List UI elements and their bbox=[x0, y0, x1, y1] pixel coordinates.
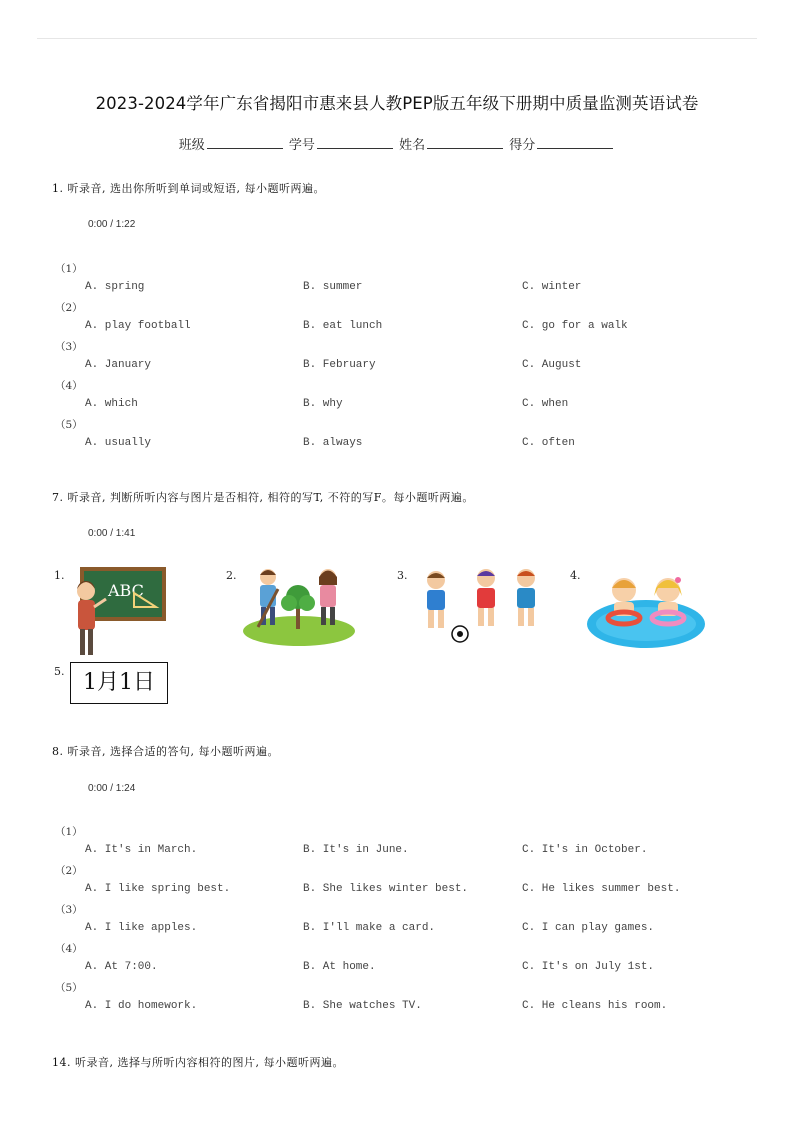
picture-number: 2. bbox=[226, 569, 237, 582]
question-14-heading: 14. 听录音, 选择与所听内容相符的图片, 每小题听两遍。 bbox=[52, 1056, 344, 1069]
teacher-blackboard-image bbox=[66, 563, 170, 659]
option-c[interactable]: C. often bbox=[522, 437, 575, 449]
option-b[interactable]: B. why bbox=[303, 398, 343, 410]
option-c[interactable]: C. It's on July 1st. bbox=[522, 961, 655, 973]
item-number: （2） bbox=[55, 865, 83, 877]
option-b[interactable]: B. She likes winter best. bbox=[303, 883, 469, 895]
option-c[interactable]: C. August bbox=[522, 359, 582, 371]
option-a[interactable]: A. spring bbox=[85, 281, 145, 293]
option-a[interactable]: A. January bbox=[85, 359, 152, 371]
item-number: （5） bbox=[55, 982, 83, 994]
audio-player-q1[interactable]: 0:00 / 1:22 bbox=[88, 219, 136, 230]
option-a[interactable]: A. It's in March. bbox=[85, 844, 198, 856]
option-c[interactable]: C. He cleans his room. bbox=[522, 1000, 668, 1012]
option-a[interactable]: A. which bbox=[85, 398, 138, 410]
picture-number: 3. bbox=[397, 569, 408, 582]
planting-trees-image bbox=[242, 565, 356, 647]
item-number: （1） bbox=[55, 826, 83, 838]
option-b[interactable]: B. February bbox=[303, 359, 376, 371]
question-8-heading: 8. 听录音, 选择合适的答句, 每小题听两遍。 bbox=[52, 745, 279, 758]
audio-player-q7[interactable]: 0:00 / 1:41 bbox=[88, 528, 136, 539]
item-number: （5） bbox=[55, 419, 83, 431]
option-b[interactable]: B. summer bbox=[303, 281, 363, 293]
question-7-heading: 7. 听录音, 判断所听内容与图片是否相符, 相符的写T, 不符的写F。每小题听两遍。 bbox=[52, 491, 474, 504]
item-number: （3） bbox=[55, 341, 83, 353]
option-b[interactable]: B. eat lunch bbox=[303, 320, 383, 332]
item-number: （4） bbox=[55, 943, 83, 955]
option-c[interactable]: C. It's in October. bbox=[522, 844, 648, 856]
option-c[interactable]: C. when bbox=[522, 398, 569, 410]
item-number: （4） bbox=[55, 380, 83, 392]
header-divider bbox=[37, 38, 757, 39]
item-number: （2） bbox=[55, 302, 83, 314]
option-c[interactable]: C. I can play games. bbox=[522, 922, 655, 934]
option-b[interactable]: B. She watches TV. bbox=[303, 1000, 422, 1012]
score-blank[interactable] bbox=[537, 136, 613, 149]
option-b[interactable]: B. At home. bbox=[303, 961, 376, 973]
option-a[interactable]: A. play football bbox=[85, 320, 191, 332]
board-text: ABC bbox=[108, 581, 144, 600]
id-label: 学号 bbox=[288, 138, 315, 153]
score-label: 得分 bbox=[509, 138, 536, 153]
option-a[interactable]: A. I do homework. bbox=[85, 1000, 198, 1012]
date-card-image: 1月1日 bbox=[70, 662, 168, 704]
class-label: 班级 bbox=[178, 138, 205, 153]
option-c[interactable]: C. go for a walk bbox=[522, 320, 628, 332]
option-a[interactable]: A. At 7:00. bbox=[85, 961, 158, 973]
option-c[interactable]: C. He likes summer best. bbox=[522, 883, 681, 895]
option-b[interactable]: B. always bbox=[303, 437, 363, 449]
boys-playing-football-image bbox=[414, 566, 554, 644]
option-b[interactable]: B. It's in June. bbox=[303, 844, 409, 856]
picture-number: 5. bbox=[54, 665, 65, 678]
class-blank[interactable] bbox=[207, 136, 283, 149]
kids-swimming-image bbox=[586, 566, 706, 650]
option-a[interactable]: A. I like apples. bbox=[85, 922, 198, 934]
question-1-heading: 1. 听录音, 选出你所听到单词或短语, 每小题听两遍。 bbox=[52, 182, 325, 195]
option-a[interactable]: A. usually bbox=[85, 437, 152, 449]
name-blank[interactable] bbox=[427, 136, 503, 149]
name-label: 姓名 bbox=[399, 138, 426, 153]
option-a[interactable]: A. I like spring best. bbox=[85, 883, 231, 895]
item-number: （3） bbox=[55, 904, 83, 916]
page-title: 2023-2024学年广东省揭阳市惠来县人教PEP版五年级下册期中质量监测英语试卷 bbox=[95, 94, 699, 113]
option-c[interactable]: C. winter bbox=[522, 281, 582, 293]
student-info-line bbox=[0, 134, 794, 153]
item-number: （1） bbox=[55, 263, 83, 275]
option-b[interactable]: B. I'll make a card. bbox=[303, 922, 436, 934]
id-blank[interactable] bbox=[317, 136, 393, 149]
audio-player-q8[interactable]: 0:00 / 1:24 bbox=[88, 783, 136, 794]
picture-number: 1. bbox=[54, 569, 65, 582]
picture-number: 4. bbox=[570, 569, 581, 582]
